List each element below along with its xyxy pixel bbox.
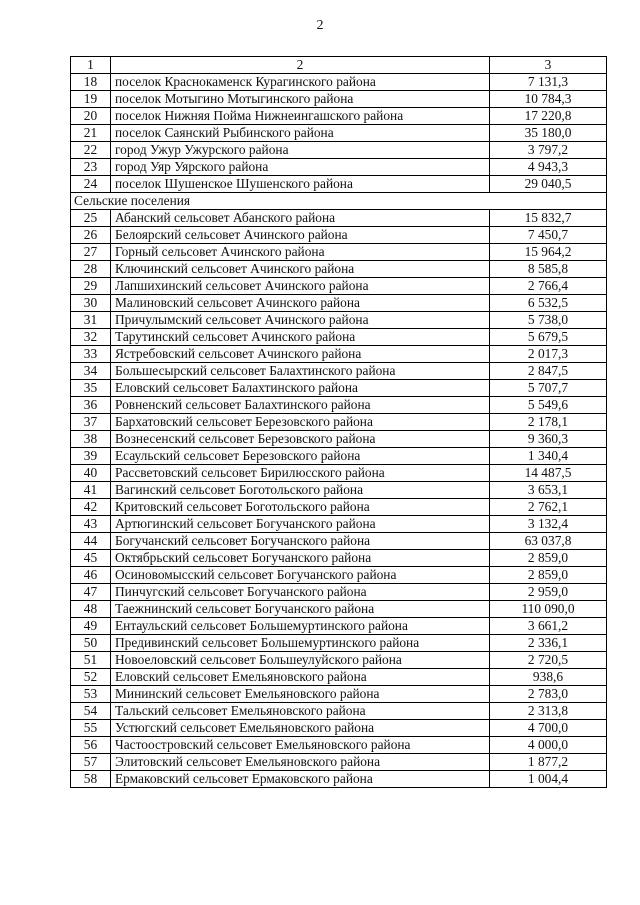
table-row [71,142,607,159]
amount-value: 9 360,3 [490,431,607,448]
settlement-name: Тальский сельсовет Емельяновского района [111,703,490,720]
row-number: 51 [71,652,111,669]
row-number: 43 [71,516,111,533]
settlement-name: Пинчугский сельсовет Богучанского района [111,584,490,601]
settlement-name: Ястребовский сельсовет Ачинского района [111,346,490,363]
row-number: 25 [71,210,111,227]
amount-value: 938,6 [490,669,607,686]
table-row [71,125,607,142]
row-number: 20 [71,108,111,125]
row-number: 37 [71,414,111,431]
page-number: 2 [316,18,324,33]
table-row [71,431,607,448]
table-row [71,567,607,584]
table-row [71,414,607,431]
row-number: 30 [71,295,111,312]
row-number: 19 [71,91,111,108]
settlement-name: Таежнинский сельсовет Богучанского района [111,601,490,618]
amount-value: 2 762,1 [490,499,607,516]
row-number: 27 [71,244,111,261]
amount-value: 110 090,0 [490,601,607,618]
amount-value: 3 132,4 [490,516,607,533]
row-number: 39 [71,448,111,465]
settlement-name: Ровненский сельсовет Балахтинского района [111,397,490,414]
table-row [71,465,607,482]
settlement-name: Горный сельсовет Ачинского района [111,244,490,261]
amount-value: 35 180,0 [490,125,607,142]
row-number: 22 [71,142,111,159]
table-row [71,771,607,788]
settlement-name: Ключинский сельсовет Ачинского района [111,261,490,278]
row-number: 58 [71,771,111,788]
amount-value: 15 964,2 [490,244,607,261]
table-row [71,278,607,295]
row-number: 52 [71,669,111,686]
table-row [71,244,607,261]
settlement-name: Большесырский сельсовет Балахтинского района [111,363,490,380]
amount-value: 29 040,5 [490,176,607,193]
settlement-name: Бархатовский сельсовет Березовского района [111,414,490,431]
table-row [71,108,607,125]
settlement-name: поселок Мотыгино Мотыгинского района [111,91,490,108]
amount-value: 8 585,8 [490,261,607,278]
table-row [71,533,607,550]
row-number: 29 [71,278,111,295]
column-header-1: 1 [71,57,111,74]
table-row [71,550,607,567]
table-row [71,516,607,533]
row-number: 56 [71,737,111,754]
amount-value: 1 340,4 [490,448,607,465]
amount-value: 5 549,6 [490,397,607,414]
row-number: 44 [71,533,111,550]
row-number: 33 [71,346,111,363]
column-header-3: 3 [490,57,607,74]
amount-value: 2 336,1 [490,635,607,652]
amount-value: 5 679,5 [490,329,607,346]
amount-value: 7 450,7 [490,227,607,244]
table-row [71,737,607,754]
amount-value: 2 783,0 [490,686,607,703]
table-row [71,227,607,244]
settlement-name: Вознесенский сельсовет Березовского района [111,431,490,448]
settlement-name: Ермаковский сельсовет Ермаковского района [111,771,490,788]
settlement-name: Рассветовский сельсовет Бирилюсского района [111,465,490,482]
row-number: 42 [71,499,111,516]
amount-value: 4 700,0 [490,720,607,737]
amount-value: 2 766,4 [490,278,607,295]
settlement-name: Устюгский сельсовет Емельяновского района [111,720,490,737]
row-number: 40 [71,465,111,482]
settlement-name: Тарутинский сельсовет Ачинского района [111,329,490,346]
settlement-name: Октябрьский сельсовет Богучанского района [111,550,490,567]
row-number: 50 [71,635,111,652]
row-number: 28 [71,261,111,278]
amount-value: 2 959,0 [490,584,607,601]
table-row [71,754,607,771]
row-number: 26 [71,227,111,244]
amount-value: 6 532,5 [490,295,607,312]
table-row [71,91,607,108]
settlement-name: город Уяр Уярского района [111,159,490,176]
row-number: 23 [71,159,111,176]
amount-value: 2 017,3 [490,346,607,363]
settlement-name: Артюгинский сельсовет Богучанского района [111,516,490,533]
row-number: 36 [71,397,111,414]
amount-value: 5 738,0 [490,312,607,329]
row-number: 49 [71,618,111,635]
settlement-name: Еловский сельсовет Балахтинского района [111,380,490,397]
settlement-name: Мининский сельсовет Емельяновского района [111,686,490,703]
amount-value: 1 877,2 [490,754,607,771]
amount-value: 2 859,0 [490,567,607,584]
table-row [71,261,607,278]
table-row [71,720,607,737]
amount-value: 3 661,2 [490,618,607,635]
row-number: 48 [71,601,111,618]
row-number: 34 [71,363,111,380]
settlement-name: Осиновомысский сельсовет Богучанского района [111,567,490,584]
settlement-name: Лапшихинский сельсовет Ачинского района [111,278,490,295]
settlement-name: Абанский сельсовет Абанского района [111,210,490,227]
row-number: 45 [71,550,111,567]
table-row [71,499,607,516]
allocation-table [70,56,607,788]
amount-value: 14 487,5 [490,465,607,482]
settlement-name: Элитовский сельсовет Емельяновского района [111,754,490,771]
amount-value: 2 859,0 [490,550,607,567]
row-number: 41 [71,482,111,499]
table-row [71,210,607,227]
amount-value: 2 847,5 [490,363,607,380]
section-row [71,193,607,210]
row-number: 21 [71,125,111,142]
amount-value: 10 784,3 [490,91,607,108]
table-row [71,601,607,618]
table-row [71,346,607,363]
settlement-name: Вагинский сельсовет Боготольского района [111,482,490,499]
table-row [71,397,607,414]
table-row [71,482,607,499]
settlement-name: Белоярский сельсовет Ачинского района [111,227,490,244]
table-row [71,635,607,652]
table-row [71,703,607,720]
amount-value: 17 220,8 [490,108,607,125]
settlement-name: Еловский сельсовет Емельяновского района [111,669,490,686]
settlement-name: Предивинский сельсовет Большемуртинского района [111,635,490,652]
settlement-name: поселок Нижняя Пойма Нижнеингашского района [111,108,490,125]
row-number: 18 [71,74,111,91]
settlement-name: Есаульский сельсовет Березовского района [111,448,490,465]
amount-value: 5 707,7 [490,380,607,397]
settlement-name: город Ужур Ужурского района [111,142,490,159]
row-number: 47 [71,584,111,601]
settlement-name: Частоостровский сельсовет Емельяновского района [111,737,490,754]
row-number: 55 [71,720,111,737]
settlement-name: поселок Шушенское Шушенского района [111,176,490,193]
table-row [71,669,607,686]
section-title: Сельские поселения [71,193,607,210]
table-row [71,584,607,601]
table-row [71,295,607,312]
table-row [71,74,607,91]
amount-value: 1 004,4 [490,771,607,788]
row-number: 46 [71,567,111,584]
row-number: 31 [71,312,111,329]
amount-value: 4 943,3 [490,159,607,176]
amount-value: 3 653,1 [490,482,607,499]
settlement-name: Критовский сельсовет Боготольского района [111,499,490,516]
amount-value: 63 037,8 [490,533,607,550]
row-number: 32 [71,329,111,346]
table-row [71,312,607,329]
table-row [71,618,607,635]
table-row [71,329,607,346]
row-number: 57 [71,754,111,771]
amount-value: 2 313,8 [490,703,607,720]
amount-value: 2 720,5 [490,652,607,669]
row-number: 35 [71,380,111,397]
settlement-name: поселок Саянский Рыбинского района [111,125,490,142]
settlement-name: Новоеловский сельсовет Большеулуйского района [111,652,490,669]
amount-value: 7 131,3 [490,74,607,91]
table-body [71,57,607,788]
table-row [71,176,607,193]
table-row [71,159,607,176]
table-row [71,380,607,397]
table-row [71,652,607,669]
table-header-row [71,57,607,74]
settlement-name: Ентаульский сельсовет Большемуртинского района [111,618,490,635]
amount-value: 15 832,7 [490,210,607,227]
amount-value: 3 797,2 [490,142,607,159]
column-header-2: 2 [111,57,490,74]
amount-value: 4 000,0 [490,737,607,754]
settlement-name: Богучанский сельсовет Богучанского района [111,533,490,550]
table-row [71,448,607,465]
settlement-name: поселок Краснокаменск Курагинского района [111,74,490,91]
table-row [71,686,607,703]
settlement-name: Причулымский сельсовет Ачинского района [111,312,490,329]
settlement-name: Малиновский сельсовет Ачинского района [111,295,490,312]
row-number: 38 [71,431,111,448]
row-number: 54 [71,703,111,720]
table-row [71,363,607,380]
row-number: 53 [71,686,111,703]
amount-value: 2 178,1 [490,414,607,431]
row-number: 24 [71,176,111,193]
